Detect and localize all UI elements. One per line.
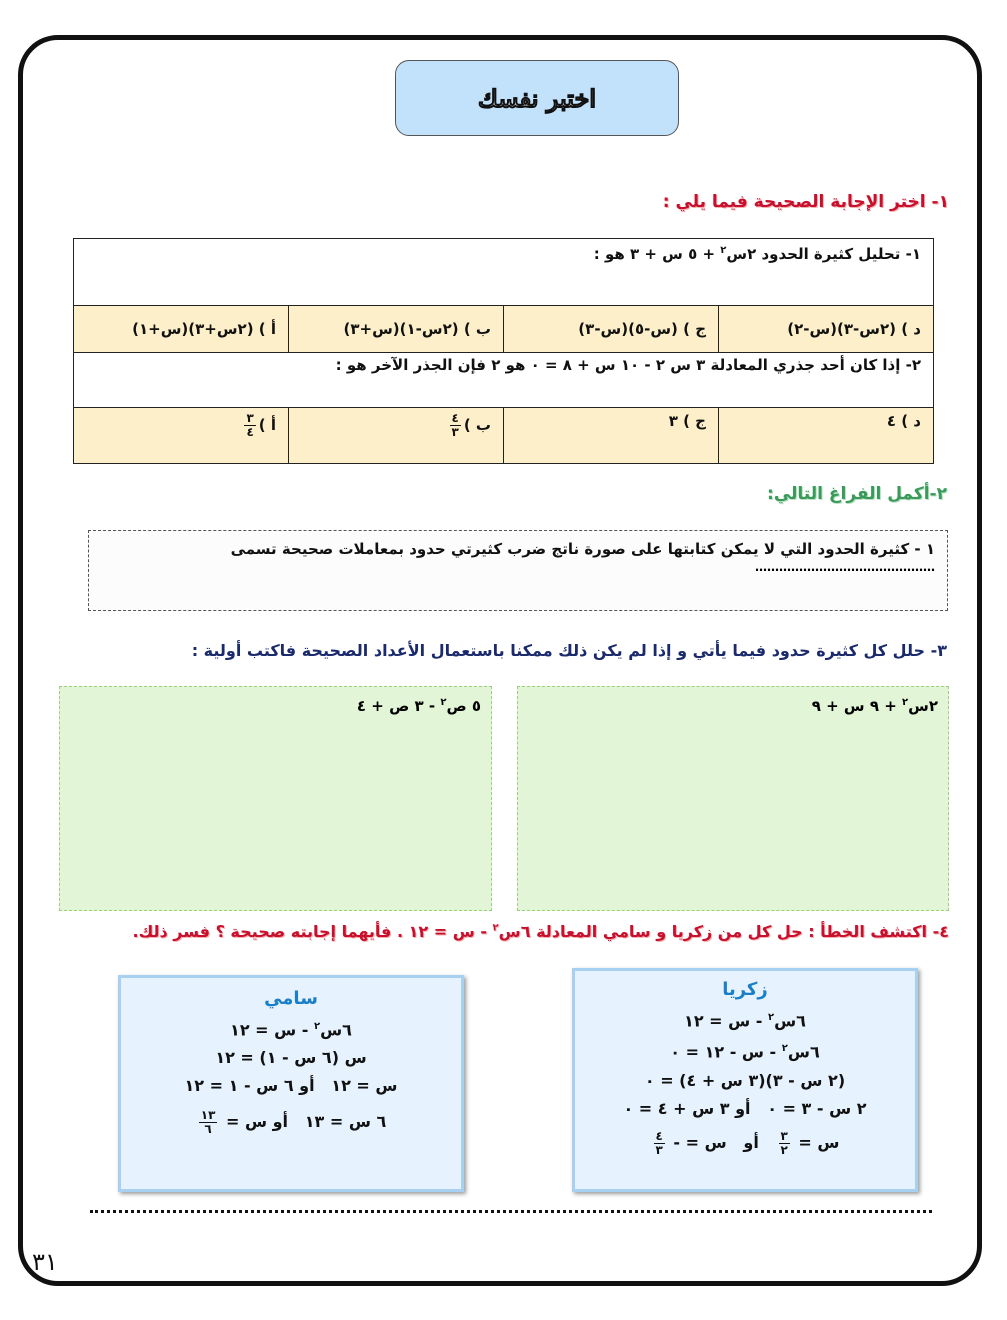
numerator: ١٣	[200, 1108, 216, 1123]
denominator: ٢	[780, 1142, 788, 1157]
expression-2	[60, 687, 491, 725]
q2-option-d[interactable]	[719, 408, 934, 464]
line-part: - س = ١٢	[684, 1011, 768, 1031]
expression-1	[518, 687, 948, 725]
line-part: ٦ س = ١٣ أو س =	[220, 1112, 387, 1132]
numerator: ٣	[246, 411, 254, 425]
fill-blank-question: ١ - كثيرة الحدود التي لا يمكن كتابتها على صورة ناتج ضرب كثيرتي حدود بمعاملات صحيحة تسمى	[230, 540, 935, 558]
option-label: د )	[901, 412, 921, 430]
fill-blank-answer[interactable]: ………………………………………	[755, 560, 935, 574]
q2-option-b[interactable]	[289, 408, 504, 464]
option-label: أ )	[258, 416, 276, 434]
numerator: ٤	[451, 411, 459, 425]
q1-option-b[interactable]: ب ) (٢س-١)(س+٣)	[289, 306, 504, 353]
fraction	[450, 412, 461, 439]
expr-sup: ٢	[440, 697, 447, 708]
fraction	[779, 1130, 790, 1157]
title-banner	[395, 60, 679, 136]
line-part: ٦س	[774, 1011, 806, 1031]
section4-heading	[133, 922, 949, 941]
solution-line: س (٦ س - ١) = ١٢	[215, 1048, 367, 1068]
solution-line	[121, 1108, 461, 1136]
multiple-choice-table	[73, 238, 934, 464]
fill-blank-box	[88, 530, 948, 611]
numerator: ٣	[780, 1128, 788, 1143]
option-value: ٣	[668, 412, 678, 430]
denominator: ٤	[246, 425, 254, 439]
denominator: ٣	[451, 425, 459, 439]
solution-line	[575, 1035, 915, 1066]
denominator: ٣	[655, 1142, 663, 1157]
line-sup: ٢	[781, 1043, 788, 1055]
option-label: ب )	[463, 416, 491, 434]
q1-option-c[interactable]: ج ) (س-٥)(س-٣)	[504, 306, 719, 353]
line-part: أو س = -	[667, 1132, 776, 1152]
solution-line	[575, 1004, 915, 1035]
section3-heading: ٣- حلل كل كثيرة حدود فيما يأتي و إذا لم يكن ذلك ممكنا باستعمال الأعداد الصحيحة فاكتب أولية :	[191, 641, 947, 660]
line-part: س =	[792, 1132, 840, 1152]
line-part: - س - ١٢ = ٠	[670, 1042, 782, 1062]
solution-line	[575, 1129, 915, 1157]
expr-part: ٢س	[908, 697, 938, 715]
option-label: ج )	[683, 412, 706, 430]
fraction	[199, 1109, 218, 1136]
q1-sup: ٢	[720, 245, 727, 256]
zakaria-solution	[572, 968, 918, 1192]
factor-workspace-2[interactable]	[59, 686, 492, 911]
question-2: ٢- إذا كان أحد جذري المعادلة ٣ س ٢ - ١٠ س + ٨ = ٠ هو ٢ فإن الجذر الآخر هو :	[74, 353, 934, 408]
line-sup: ٢	[767, 1012, 775, 1023]
heading-part: - س = ١٢ . فأيهما إجابته صحيحة ؟ فسر ذلك.	[132, 922, 493, 941]
page-number: ٣١	[32, 1248, 58, 1276]
fraction	[244, 412, 255, 439]
solution-line: (٢ س - ٣)(٣ س + ٤) = ٠	[644, 1070, 846, 1090]
expr-sup: ٢	[902, 697, 909, 708]
factor-workspace-1[interactable]	[517, 686, 949, 911]
expr-part: - ٣ ص + ٤	[356, 697, 441, 715]
q1-text: ١- تحليل كثيرة الحدود ٢س	[726, 245, 921, 263]
q1-option-d[interactable]: د ) (٢س-٣)(س-٢)	[719, 306, 934, 353]
solution-line: س = ١٢ أو ٦ س - ١ = ١٢	[184, 1076, 398, 1096]
solution-line: ٢ س - ٣ = ٠ أو ٣ س + ٤ = ٠	[623, 1098, 867, 1118]
question-1	[74, 239, 934, 306]
sami-name: سامي	[264, 988, 318, 1009]
expr-part: ٥ ص	[446, 697, 481, 715]
numerator: ٤	[655, 1128, 663, 1143]
section1-heading: ١- اختر الإجابة الصحيحة فيما يلي :	[662, 192, 949, 212]
heading-sup: ٢	[492, 922, 499, 934]
fraction	[654, 1130, 665, 1157]
option-value: ٤	[886, 412, 896, 430]
section2-heading: ٢-أكمل الفراغ التالي:	[767, 484, 947, 504]
line-sup: ٢	[313, 1021, 321, 1032]
expr-part: + ٩ س + ٩	[811, 697, 903, 715]
line-part: ٦س	[320, 1020, 352, 1040]
sami-solution	[118, 975, 464, 1192]
q1-text-end: + ٥ س + ٣ هو :	[593, 245, 721, 263]
page-title: اختبر نفسك	[477, 83, 597, 113]
denominator: ٦	[204, 1122, 212, 1137]
heading-part: ٤- اكتشف الخطأ : حل كل من زكريا و سامي المعادلة ٦س	[498, 922, 949, 941]
line-part: - س = ١٢	[230, 1020, 314, 1040]
q1-option-a[interactable]: أ ) (٢س+٣)(س+١)	[74, 306, 289, 353]
q2-option-c[interactable]	[504, 408, 719, 464]
line-part: ٦س	[787, 1042, 820, 1062]
zakaria-name: زكريا	[722, 979, 768, 1000]
answer-dotted-line[interactable]	[90, 1210, 932, 1213]
q2-option-a[interactable]	[74, 408, 289, 464]
solution-line	[121, 1013, 461, 1044]
